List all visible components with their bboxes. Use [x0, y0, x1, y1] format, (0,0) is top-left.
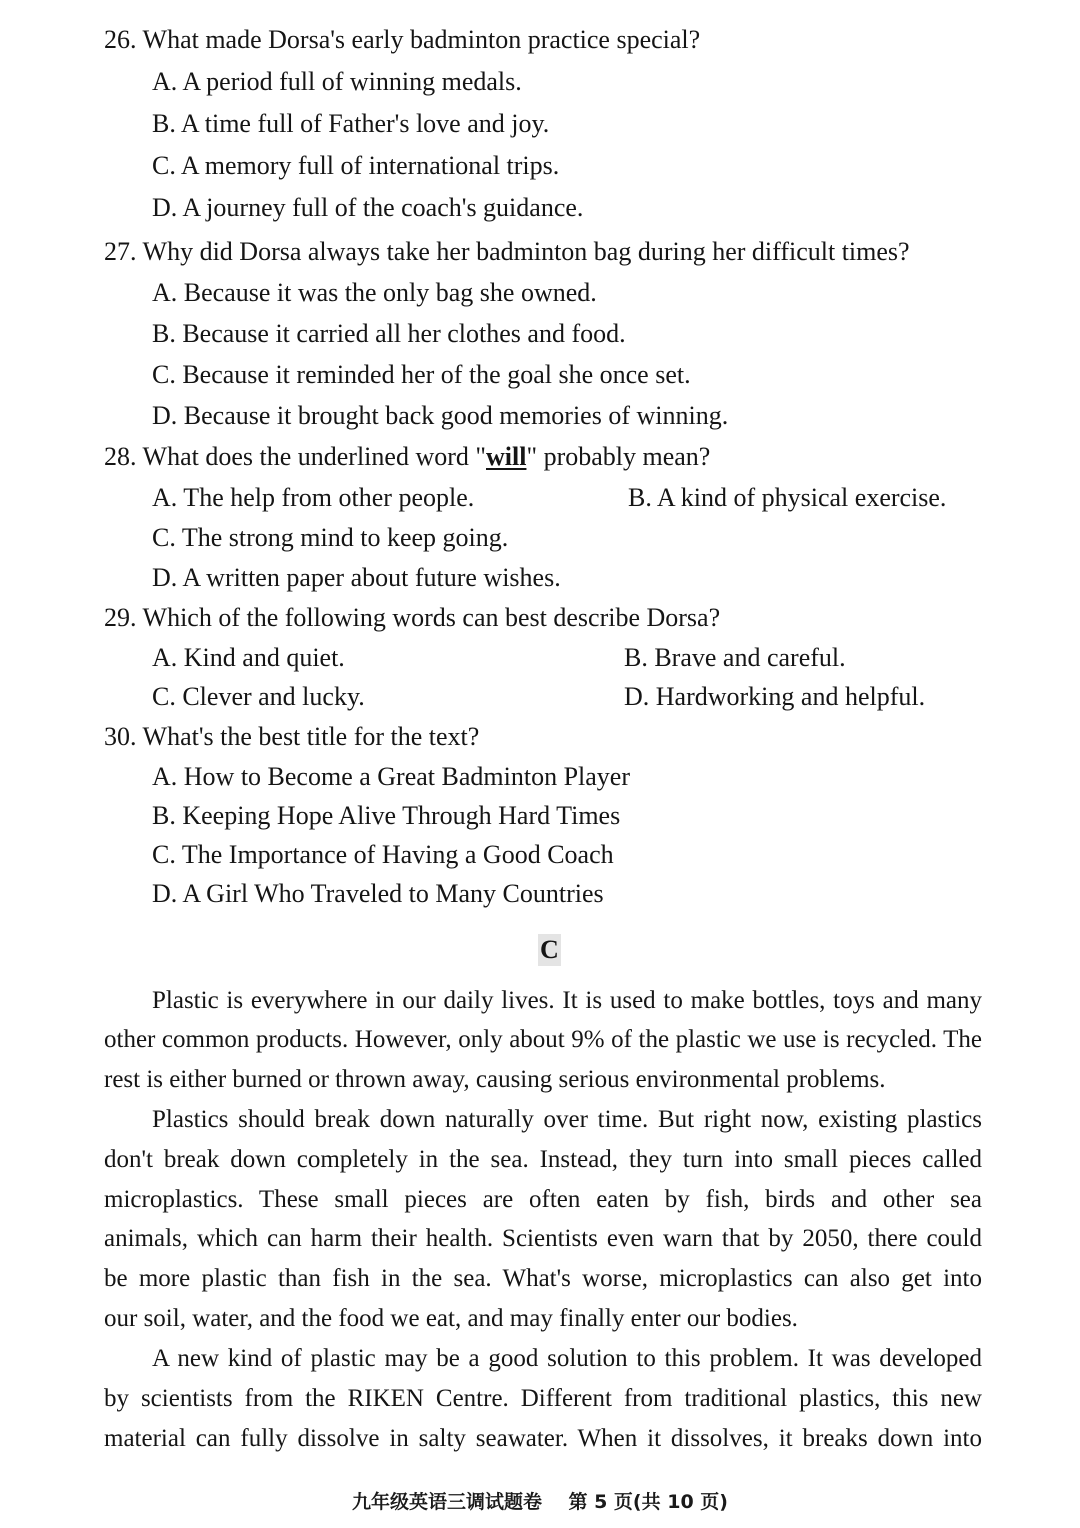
question-26-option-c: C. A memory full of international trips. — [152, 151, 560, 180]
question-29-stem: 29. Which of the following words can best describe Dorsa? — [104, 603, 721, 632]
question-29-option-a: A. Kind and quiet. — [152, 643, 345, 672]
page-footer — [0, 1487, 1080, 1514]
exam-title: 九年级英语三调试题卷 — [352, 1491, 543, 1513]
passage-line: Plastic is everywhere in our daily lives. It is used to make bottles, toys and many — [152, 987, 982, 1014]
underlined-word: will — [486, 442, 527, 471]
question-30-option-a: A. How to Become a Great Badminton Player — [152, 762, 630, 791]
question-29-option-d: D. Hardworking and helpful. — [624, 682, 926, 711]
question-30-option-b: B. Keeping Hope Alive Through Hard Times — [152, 801, 621, 830]
passage-line: material can fully dissolve in salty seawater. When it dissolves, it breaks down into — [104, 1425, 982, 1452]
passage-line: rest is either burned or thrown away, causing serious environmental problems. — [104, 1066, 886, 1093]
question-28-option-d: D. A written paper about future wishes. — [152, 563, 561, 592]
passage-line: other common products. However, only about 9% of the plastic we use is recycled. The — [104, 1026, 982, 1053]
question-28-stem-after: " probably mean? — [526, 442, 711, 471]
question-27-option-b: B. Because it carried all her clothes and food. — [152, 319, 626, 348]
question-29-option-c: C. Clever and lucky. — [152, 682, 365, 711]
question-28-stem-before: 28. What does the underlined word " — [104, 442, 486, 471]
question-30-option-c: C. The Importance of Having a Good Coach — [152, 840, 614, 869]
passage-line: be more plastic than fish in the sea. What's worse, microplastics can also get into — [104, 1265, 982, 1292]
question-29-option-b: B. Brave and careful. — [624, 643, 846, 672]
question-26-option-b: B. A time full of Father's love and joy. — [152, 109, 550, 138]
question-28-option-b: B. A kind of physical exercise. — [628, 483, 947, 512]
question-28-option-a: A. The help from other people. — [152, 483, 475, 512]
question-27-option-d: D. Because it brought back good memories of winning. — [152, 401, 729, 430]
passage-line: Plastics should break down naturally over time. But right now, existing plastics — [152, 1106, 982, 1133]
passage-line: A new kind of plastic may be a good solution to this problem. It was developed — [152, 1345, 982, 1372]
question-26-stem: 26. What made Dorsa's early badminton practice special? — [104, 25, 701, 54]
question-28-option-c: C. The strong mind to keep going. — [152, 523, 509, 552]
passage-line: our soil, water, and the food we eat, and may finally enter our bodies. — [104, 1305, 798, 1332]
passage-line: animals, which can harm their health. Scientists even warn that by 2050, there could — [104, 1225, 982, 1252]
question-27-option-a: A. Because it was the only bag she owned. — [152, 278, 597, 307]
passage-line: by scientists from the RIKEN Centre. Different from traditional plastics, this new — [104, 1385, 982, 1412]
question-26-option-a: A. A period full of winning medals. — [152, 67, 522, 96]
page-number: 第 5 页(共 10 页) — [568, 1491, 728, 1513]
question-30-stem: 30. What's the best title for the text? — [104, 722, 480, 751]
section-heading: C — [540, 935, 559, 964]
question-30-option-d: D. A Girl Who Traveled to Many Countries — [152, 879, 604, 908]
question-28-stem — [104, 441, 710, 473]
question-27-option-c: C. Because it reminded her of the goal she once set. — [152, 360, 691, 389]
question-26-option-d: D. A journey full of the coach's guidance. — [152, 193, 584, 222]
passage-line: don't break down completely in the sea. Instead, they turn into small pieces called — [104, 1146, 982, 1173]
passage-line: microplastics. These small pieces are often eaten by fish, birds and other sea — [104, 1186, 982, 1213]
question-27-stem: 27. Why did Dorsa always take her badminton bag during her difficult times? — [104, 237, 910, 266]
